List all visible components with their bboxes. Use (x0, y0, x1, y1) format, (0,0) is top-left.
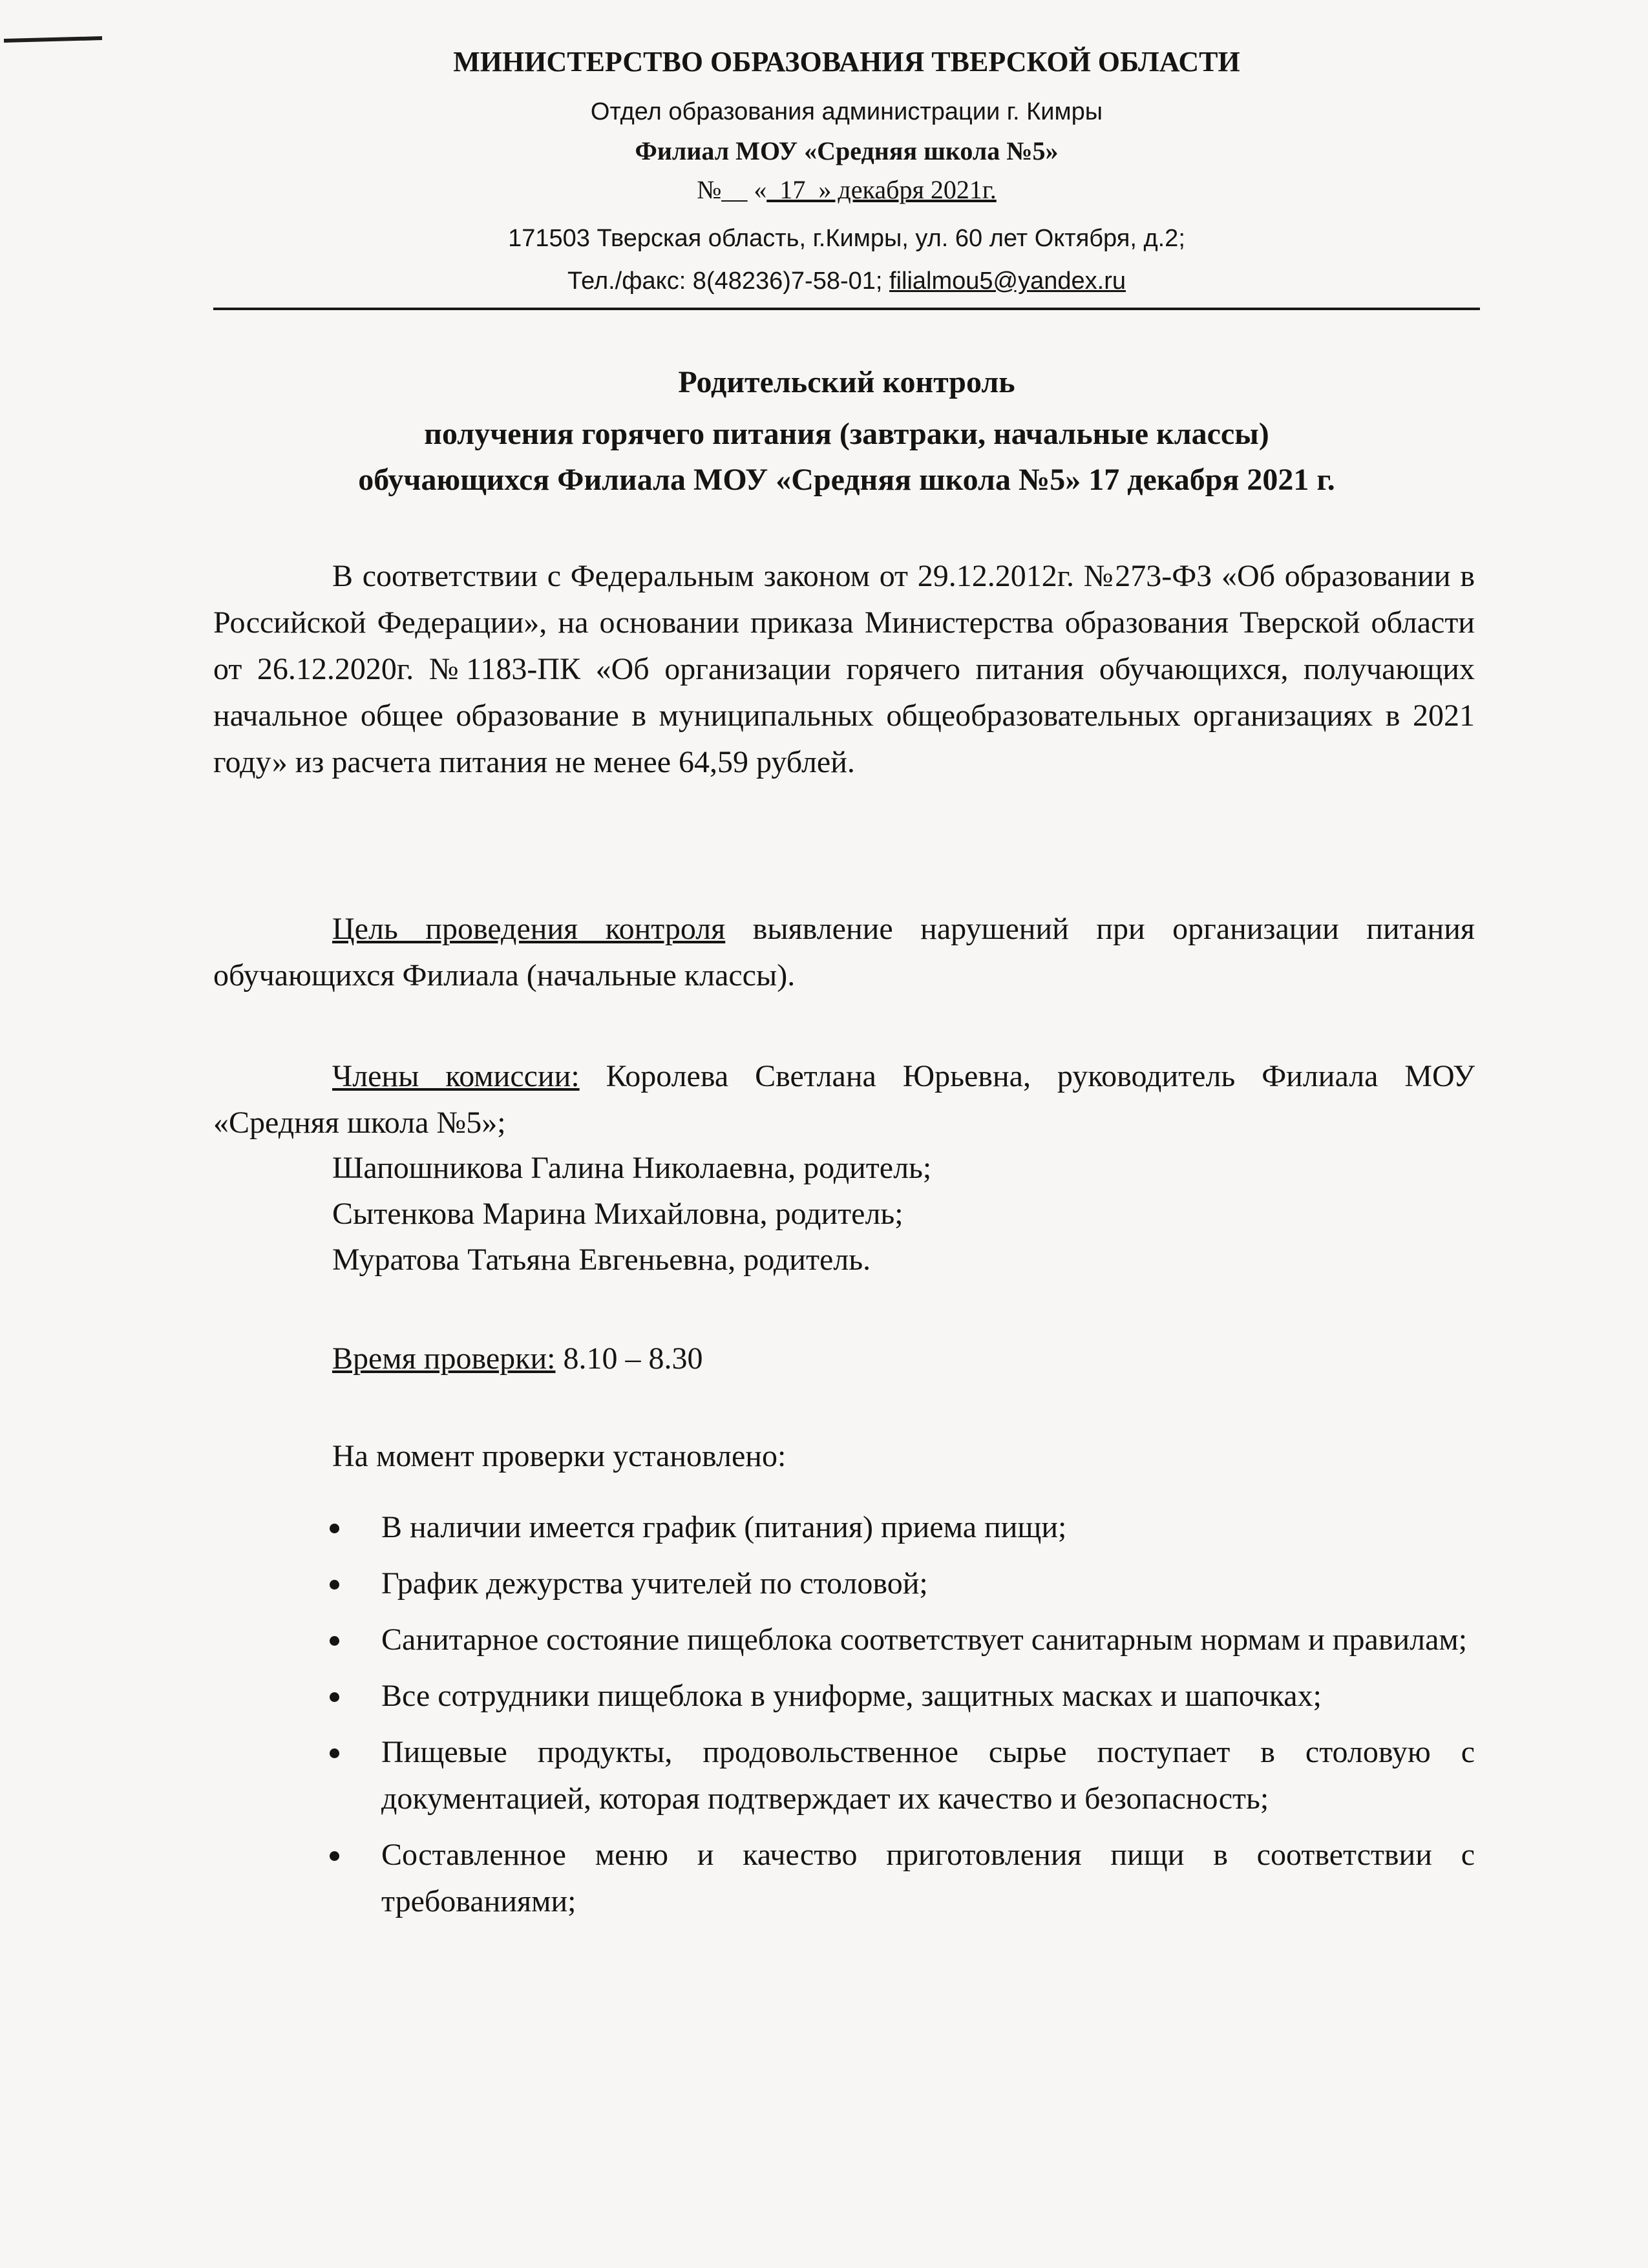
list-item (213, 1504, 1475, 1551)
address: 171503 Тверская область, г.Кимры, ул. 60 лет Октября, д.2; (508, 225, 1185, 252)
commission-member: Шапошникова Галина Николаевна, родитель; (332, 1151, 932, 1185)
number-day: _17_ (766, 175, 819, 204)
finding-text: График дежурства учителей по столовой; (381, 1566, 928, 1601)
list-item (213, 1832, 1475, 1925)
document-number (213, 174, 1480, 205)
list-item (213, 1673, 1475, 1719)
phone-fax: Тел./факс: 8(48236)7-58-01; (567, 268, 883, 295)
bullet-icon (330, 1524, 339, 1533)
commission-member: Муратова Татьяна Евгеньевна, родитель. (332, 1243, 871, 1277)
bullet-icon (330, 1748, 339, 1758)
time-value: 8.10 – 8.30 (555, 1341, 703, 1376)
corner-scan-mark (4, 36, 102, 43)
commission-head: Королева Светлана Юрьевна, руководитель Филиала МОУ «Средняя школа №5»; (213, 1059, 1475, 1140)
findings-list (213, 1504, 1475, 1935)
email-link[interactable]: filialmou5@yandex.ru (889, 268, 1126, 295)
finding-text: Все сотрудники пищеблока в униформе, защитных масках и шапочках; (381, 1679, 1322, 1713)
goal-text: выявление нарушений при организации питания обучающихся Филиала (начальные классы). (213, 912, 1475, 992)
contact-line (213, 268, 1480, 295)
branch-name: Филиал МОУ «Средняя школа №5» (635, 136, 1059, 165)
header-divider (213, 308, 1480, 310)
commission-member: Сытенкова Марина Михайловна, родитель; (332, 1197, 903, 1231)
finding-text: В наличии имеется график (питания) приема пищи; (381, 1510, 1067, 1544)
number-prefix: №__ « (697, 175, 767, 204)
bullet-icon (330, 1692, 339, 1702)
goal-paragraph (213, 906, 1475, 999)
bullet-icon (330, 1851, 339, 1861)
list-item (213, 1560, 1475, 1607)
document-title: Родительский контроль (678, 365, 1015, 399)
basis-paragraph: В соответствии с Федеральным законом от 29.12.2012г. №273-ФЗ «Об образовании в Российской Федерации», на основании приказа Министерства образования Тверской области от 26.12.2020г. №1183-ПК «Об организации горячего питания обучающихся, получающих начальное общее образование в муниципальных общеобразовательных организациях в 2021 году» из расчета питания не менее 64,59 рублей. (213, 559, 1475, 779)
document-subtitle: получения горячего питания (завтраки, начальные классы) (424, 417, 1269, 451)
list-item (213, 1617, 1475, 1663)
bullet-icon (330, 1580, 339, 1590)
number-suffix: » декабря 2021г. (818, 175, 997, 204)
finding-text: Санитарное состояние пищеблока соответствует санитарным нормам и правилам; (381, 1622, 1468, 1657)
finding-text: Составленное меню и качество приготовления пищи в соответствии с требованиями; (381, 1838, 1475, 1918)
time-label: Время проверки: (332, 1341, 556, 1376)
list-item (213, 1729, 1475, 1822)
goal-label: Цель проведения контроля (332, 912, 726, 946)
inspection-time (332, 1341, 703, 1376)
findings-intro: На момент проверки установлено: (332, 1439, 787, 1473)
department-name: Отдел образования администрации г. Кимры (590, 98, 1103, 125)
commission-label: Члены комиссии: (332, 1059, 580, 1093)
finding-text: Пищевые продукты, продовольственное сырье поступает в столовую с документацией, которая подтверждает их качество и безопасность; (381, 1735, 1475, 1816)
bullet-icon (330, 1636, 339, 1646)
ministry-name: МИНИСТЕРСТВО ОБРАЗОВАНИЯ ТВЕРСКОЙ ОБЛАСТИ (453, 46, 1240, 78)
document-subtitle-2: обучающихся Филиала МОУ «Средняя школа №5» 17 декабря 2021 г. (358, 463, 1335, 497)
commission-paragraph (213, 1053, 1475, 1146)
